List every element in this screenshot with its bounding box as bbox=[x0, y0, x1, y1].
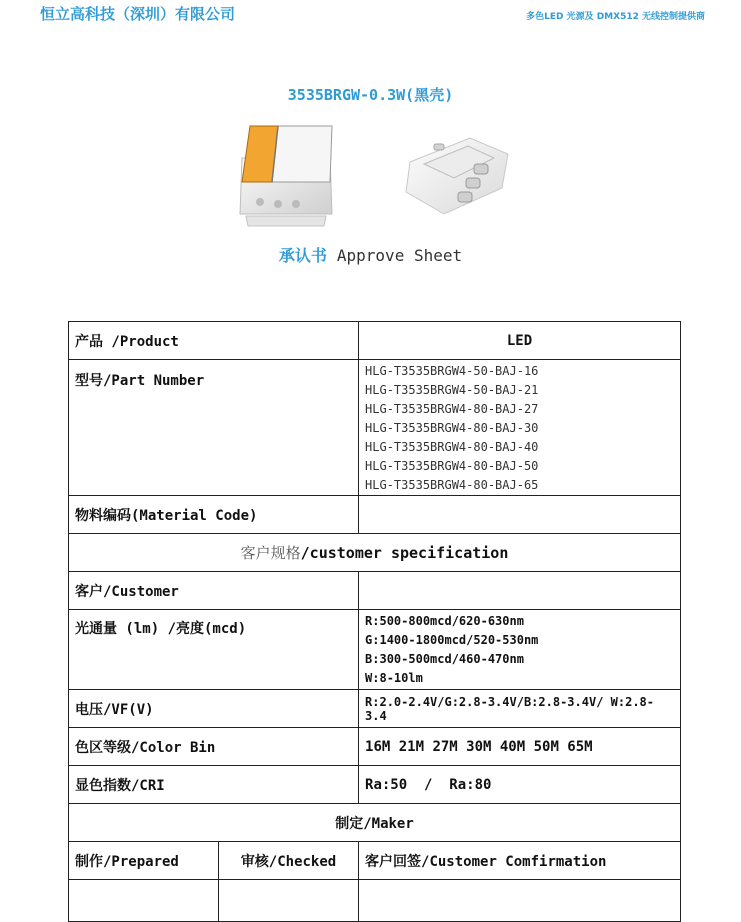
part-number-item: HLG-T3535BRGW4-50-BAJ-21 bbox=[365, 383, 539, 397]
spec-table bbox=[68, 321, 681, 922]
part-number-item: HLG-T3535BRGW4-80-BAJ-30 bbox=[365, 421, 539, 435]
part-number-row bbox=[365, 362, 674, 400]
customer-label: 客户/Customer bbox=[69, 572, 359, 610]
cri-value: Ra:50 / Ra:80 bbox=[359, 766, 681, 804]
led-chip-closed-image bbox=[236, 118, 336, 230]
row-luminous bbox=[69, 610, 681, 690]
luminous-values bbox=[359, 610, 681, 690]
row-maker bbox=[69, 804, 681, 842]
customer-value bbox=[359, 572, 681, 610]
row-cri bbox=[69, 766, 681, 804]
customer-spec-cn: 客户规格 bbox=[240, 544, 301, 562]
customer-spec-heading bbox=[69, 534, 681, 572]
approve-sheet-en: Approve Sheet bbox=[336, 246, 463, 265]
confirmation-label: 客户回签/Customer Comfirmation bbox=[359, 842, 681, 880]
luminous-line: G:1400-1800mcd/520-530nm bbox=[365, 632, 539, 647]
row-voltage bbox=[69, 690, 681, 728]
checked-signature-field[interactable] bbox=[219, 880, 359, 922]
luminous-line: R:500-800mcd/620-630nm bbox=[365, 613, 524, 628]
part-number-item: HLG-T3535BRGW4-50-BAJ-16 bbox=[365, 364, 539, 378]
voltage-value: R:2.0-2.4V/G:2.8-3.4V/B:2.8-3.4V/ W:2.8-3.4 bbox=[359, 690, 681, 728]
maker-heading: 制定/Maker bbox=[69, 804, 681, 842]
part-number-row bbox=[365, 438, 674, 476]
material-code-value bbox=[359, 496, 681, 534]
approve-sheet-heading bbox=[0, 243, 741, 266]
cri-label: 显色指数/CRI bbox=[69, 766, 359, 804]
led-chip-open-image bbox=[404, 134, 510, 216]
luminous-line: W:8-10lm bbox=[365, 670, 423, 685]
part-number-item: HLG-T3535BRGW4-80-BAJ-27 bbox=[365, 402, 539, 416]
checked-label: 审核/Checked bbox=[219, 842, 359, 880]
product-value: LED bbox=[359, 322, 681, 360]
part-number-item: HLG-T3535BRGW4-80-BAJ-50 bbox=[365, 459, 539, 473]
color-bin-value: 16M 21M 27M 30M 40M 50M 65M bbox=[359, 728, 681, 766]
customer-signature-field[interactable] bbox=[359, 880, 681, 922]
row-part-number bbox=[69, 360, 681, 496]
color-bin-label: 色区等级/Color Bin bbox=[69, 728, 359, 766]
part-number-row bbox=[365, 400, 674, 438]
part-number-list bbox=[359, 360, 681, 496]
company-tagline: 多色LED 光源及 DMX512 无线控制提供商 bbox=[526, 12, 705, 22]
luminous-label: 光通量 (lm) /亮度(mcd) bbox=[69, 610, 359, 690]
product-label: 产品 /Product bbox=[69, 322, 359, 360]
voltage-label: 电压/VF(V) bbox=[69, 690, 359, 728]
row-signoff-fields bbox=[69, 880, 681, 922]
approve-sheet-cn: 承认书 bbox=[278, 246, 327, 265]
row-product bbox=[69, 322, 681, 360]
row-customer bbox=[69, 572, 681, 610]
document-title: 3535BRGW-0.3W(黑壳) bbox=[287, 86, 454, 104]
part-number-label: 型号/Part Number bbox=[69, 360, 359, 496]
company-name: 恒立高科技（深圳）有限公司 bbox=[40, 5, 236, 23]
prepared-signature-field[interactable] bbox=[69, 880, 219, 922]
row-signoff-labels bbox=[69, 842, 681, 880]
part-number-item: HLG-T3535BRGW4-80-BAJ-65 bbox=[365, 478, 539, 492]
row-color-bin bbox=[69, 728, 681, 766]
material-code-label: 物料编码(Material Code) bbox=[69, 496, 359, 534]
part-number-row bbox=[365, 476, 674, 495]
row-customer-spec bbox=[69, 534, 681, 572]
customer-spec-en: /customer specification bbox=[300, 544, 509, 562]
luminous-line: B:300-500mcd/460-470nm bbox=[365, 651, 524, 666]
row-material-code bbox=[69, 496, 681, 534]
part-number-item: HLG-T3535BRGW4-80-BAJ-40 bbox=[365, 440, 539, 454]
prepared-label: 制作/Prepared bbox=[69, 842, 219, 880]
